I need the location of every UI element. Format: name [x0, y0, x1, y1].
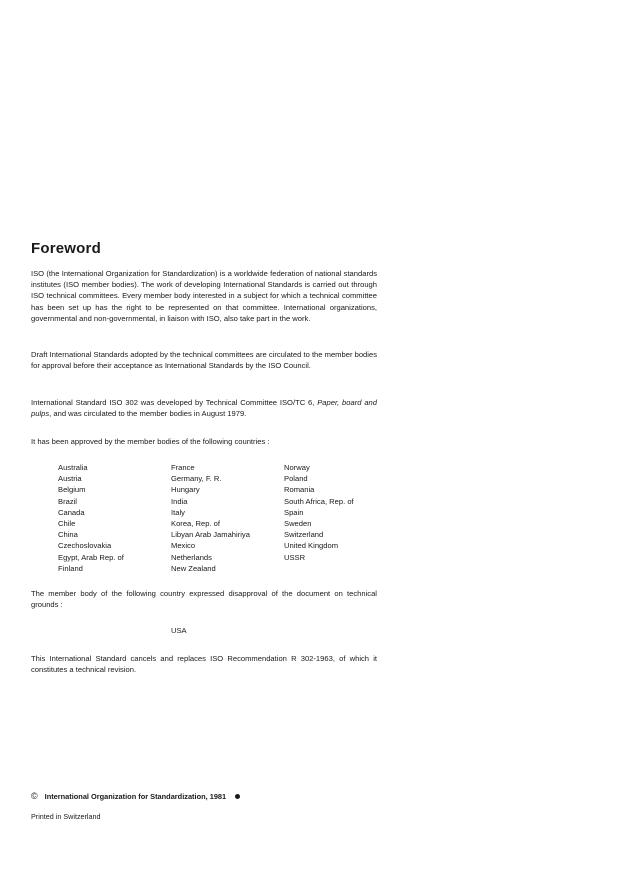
country-item: Hungary: [171, 485, 200, 495]
iso-intro-paragraph: ISO (the International Organization for Standardization) is a worldwide federation of national standards institutes (ISO member bodies). The work of developing International Standards is carried out through ISO technical committees. Every member body interested in a subject for which a technical committee has been set up has the right to be represented on that committee. International organizations, governmental and non-governmental, in liaison with ISO, also take part in the work.: [31, 269, 377, 323]
development-paragraph: [31, 397, 377, 419]
country-item: Korea, Rep. of: [171, 519, 220, 529]
copyright-icon: ©: [31, 791, 38, 801]
disapproving-country: USA: [171, 626, 187, 635]
copyright-text: International Organization for Standardization, 1981: [44, 791, 227, 801]
disapproval-intro: The member body of the following country expressed disapproval of the document on technical grounds :: [31, 589, 377, 610]
country-item: Brazil: [58, 496, 77, 506]
development-text-before: International Standard ISO 302 was developed by Technical Committee ISO/TC 6,: [31, 398, 318, 407]
country-item: South Africa, Rep. of: [284, 496, 354, 506]
country-item: Italy: [171, 507, 185, 517]
development-text-after: , and was circulated to the member bodies in August 1979.: [49, 409, 247, 419]
country-item: Sweden: [284, 519, 312, 529]
country-item: Egypt, Arab Rep. of: [58, 552, 124, 562]
country-item: China: [58, 530, 78, 540]
country-item: Romania: [284, 485, 315, 495]
country-column-2: [171, 462, 284, 574]
country-item: Austria: [58, 474, 82, 484]
country-item: New Zealand: [171, 563, 216, 573]
country-item: Canada: [58, 507, 85, 517]
foreword-heading: Foreword: [31, 240, 101, 257]
replacement-note: This International Standard cancels and replaces ISO Recommendation R 302-1963, of which it constitutes a technical revision.: [31, 654, 377, 675]
country-item: Switzerland: [284, 530, 324, 540]
bullet-dot-icon: [235, 794, 240, 799]
country-item: Poland: [284, 474, 308, 484]
country-item: Germany, F. R.: [171, 474, 222, 484]
country-column-3: [284, 462, 404, 574]
committee-title: Paper, board and pulps: [31, 398, 377, 419]
printed-in: Printed in Switzerland: [31, 812, 101, 821]
country-item: Chile: [58, 519, 76, 529]
country-item: United Kingdom: [284, 541, 339, 551]
country-column-1: [58, 462, 171, 574]
country-item: Norway: [284, 463, 310, 472]
country-item: Spain: [284, 507, 304, 517]
approving-countries: [58, 462, 404, 574]
draft-standards-paragraph: Draft International Standards adopted by the technical committees are circulated to the member bodies for approval before their acceptance as International Standards by the ISO Council.: [31, 350, 377, 371]
country-item: France: [171, 463, 195, 472]
country-item: Netherlands: [171, 552, 212, 562]
country-item: Finland: [58, 563, 83, 573]
country-item: India: [171, 496, 188, 506]
country-item: Australia: [58, 463, 88, 472]
approval-intro: It has been approved by the member bodies of the following countries :: [31, 437, 270, 446]
country-item: Libyan Arab Jamahiriya: [171, 530, 250, 540]
country-item: USSR: [284, 552, 306, 562]
country-item: Mexico: [171, 541, 196, 551]
copyright-line: [31, 791, 240, 801]
country-item: Czechoslovakia: [58, 541, 112, 551]
country-item: Belgium: [58, 485, 86, 495]
